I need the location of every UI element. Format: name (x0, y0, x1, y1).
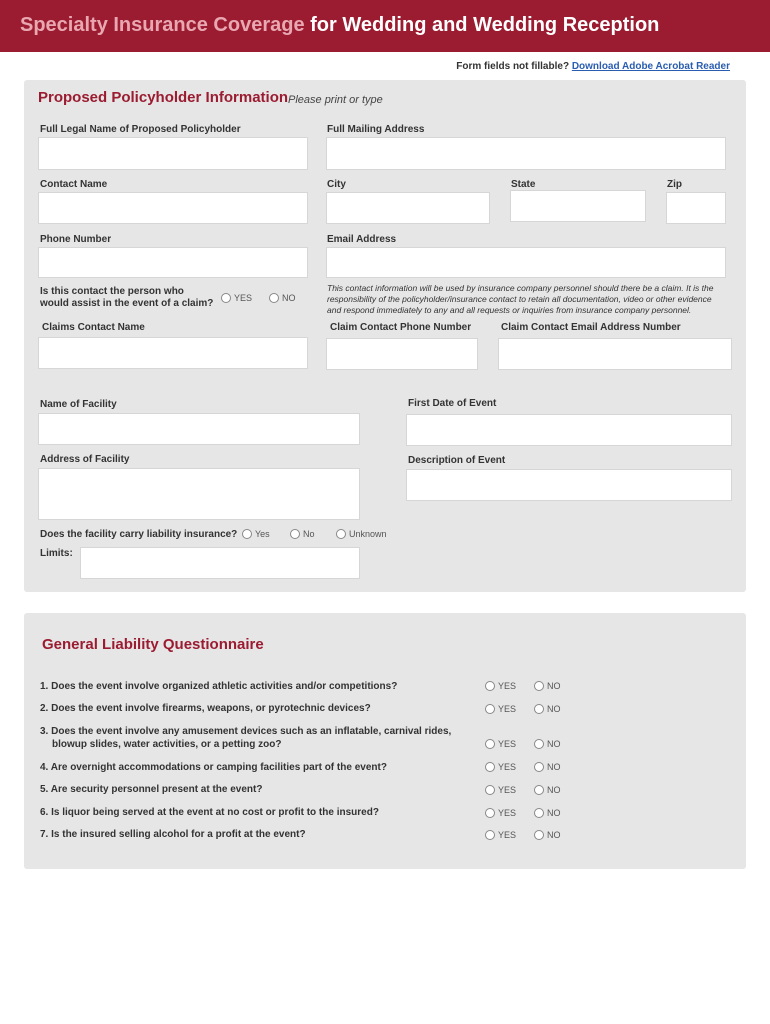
label-phone: Phone Number (40, 234, 112, 245)
contact-info-note: This contact information will be used by insurance company personnel should there be a claim. It is the responsibility of the policyholder/insurance contact to retain all documentation, video or other evidence and respond immediately to any and all requests or inquiries from insurance company personnel. (327, 283, 714, 315)
section-title-questionnaire: General Liability Questionnaire (42, 636, 264, 653)
claim-email-field[interactable] (498, 338, 732, 370)
label-first-date: First Date of Event (408, 398, 497, 409)
q2-no-radio[interactable]: NO (534, 704, 561, 714)
full-legal-name-field[interactable] (38, 137, 308, 170)
state-field[interactable] (510, 190, 646, 222)
label-contact-name: Contact Name (40, 179, 108, 190)
label-full-legal-name: Full Legal Name of Proposed Policyholder (40, 124, 241, 135)
radio-circle-icon (534, 704, 544, 714)
section-subtitle: Please print or type (288, 94, 383, 106)
section-title-policyholder: Proposed Policyholder Information (38, 89, 289, 106)
label-claims-contact-name: Claims Contact Name (42, 322, 145, 333)
event-description-field[interactable] (406, 469, 732, 501)
claims-contact-name-field[interactable] (38, 337, 308, 369)
page-title: Specialty Insurance Coverage for Wedding and Wedding Reception (20, 14, 660, 36)
radio-circle-icon (534, 830, 544, 840)
radio-circle-icon (221, 293, 231, 303)
q4-yes-radio[interactable]: YES (485, 762, 516, 772)
question-6: 6. Is liquor being served at the event at no cost or profit to the insured? (40, 807, 379, 818)
radio-circle-icon (290, 529, 300, 539)
q1-no-radio[interactable]: NO (534, 681, 561, 691)
label-zip: Zip (667, 179, 682, 190)
question-7: 7. Is the insured selling alcohol for a profit at the event? (40, 829, 306, 840)
email-field[interactable] (326, 247, 726, 278)
facility-name-field[interactable] (38, 413, 360, 445)
radio-circle-icon (534, 739, 544, 749)
city-field[interactable] (326, 192, 490, 224)
question-1: 1. Does the event involve organized athletic activities and/or competitions? (40, 681, 398, 692)
question-4: 4. Are overnight accommodations or camping facilities part of the event? (40, 762, 387, 773)
radio-circle-icon (485, 785, 495, 795)
radio-circle-icon (485, 830, 495, 840)
limits-field[interactable] (80, 547, 360, 579)
radio-circle-icon (534, 808, 544, 818)
radio-circle-icon (534, 762, 544, 772)
q1-yes-radio[interactable]: YES (485, 681, 516, 691)
label-email: Email Address (327, 234, 397, 245)
assist-yes-radio[interactable]: YES (221, 293, 252, 303)
radio-circle-icon (485, 704, 495, 714)
liability-unknown-radio[interactable]: Unknown (336, 529, 387, 539)
radio-circle-icon (485, 808, 495, 818)
radio-circle-icon (534, 681, 544, 691)
label-assist-question: Is this contact the person who would assist in the event of a claim? (40, 286, 214, 309)
q4-no-radio[interactable]: NO (534, 762, 561, 772)
q7-no-radio[interactable]: NO (534, 830, 561, 840)
assist-no-radio[interactable]: NO (269, 293, 296, 303)
question-2: 2. Does the event involve firearms, weapons, or pyrotechnic devices? (40, 703, 371, 714)
radio-circle-icon (485, 762, 495, 772)
q3-yes-radio[interactable]: YES (485, 739, 516, 749)
question-3: 3. Does the event involve any amusement devices such as an inflatable, carnival rides, blowup slides, water activities, or a petting zoo? (40, 726, 452, 750)
radio-circle-icon (336, 529, 346, 539)
radio-circle-icon (485, 681, 495, 691)
facility-address-field[interactable] (38, 468, 360, 520)
liability-yes-radio[interactable]: Yes (242, 529, 270, 539)
acrobat-notice (456, 61, 730, 72)
label-claim-email: Claim Contact Email Address Number (501, 322, 681, 333)
zip-field[interactable] (666, 192, 726, 224)
phone-field[interactable] (38, 247, 308, 278)
q5-yes-radio[interactable]: YES (485, 785, 516, 795)
download-acrobat-link[interactable]: Download Adobe Acrobat Reader (571, 61, 730, 72)
radio-circle-icon (269, 293, 279, 303)
radio-circle-icon (242, 529, 252, 539)
radio-circle-icon (534, 785, 544, 795)
header-banner (0, 0, 770, 52)
label-facility-name: Name of Facility (40, 399, 117, 410)
q5-no-radio[interactable]: NO (534, 785, 561, 795)
q7-yes-radio[interactable]: YES (485, 830, 516, 840)
label-limits: Limits: (40, 548, 73, 559)
label-state: State (511, 179, 536, 190)
notice-text: Form fields not fillable? (456, 61, 572, 72)
label-claim-phone: Claim Contact Phone Number (330, 322, 472, 333)
label-event-description: Description of Event (408, 455, 506, 466)
liability-no-radio[interactable]: No (290, 529, 315, 539)
label-mailing-address: Full Mailing Address (327, 124, 425, 135)
label-liability-question: Does the facility carry liability insurance? (40, 529, 238, 540)
q6-no-radio[interactable]: NO (534, 808, 561, 818)
radio-circle-icon (485, 739, 495, 749)
q2-yes-radio[interactable]: YES (485, 704, 516, 714)
mailing-address-field[interactable] (326, 137, 726, 170)
first-date-field[interactable] (406, 414, 732, 446)
label-city: City (327, 179, 346, 190)
q3-no-radio[interactable]: NO (534, 739, 561, 749)
label-facility-address: Address of Facility (40, 454, 130, 465)
claim-phone-field[interactable] (326, 338, 478, 370)
question-5: 5. Are security personnel present at the event? (40, 784, 263, 795)
contact-name-field[interactable] (38, 192, 308, 224)
q6-yes-radio[interactable]: YES (485, 808, 516, 818)
